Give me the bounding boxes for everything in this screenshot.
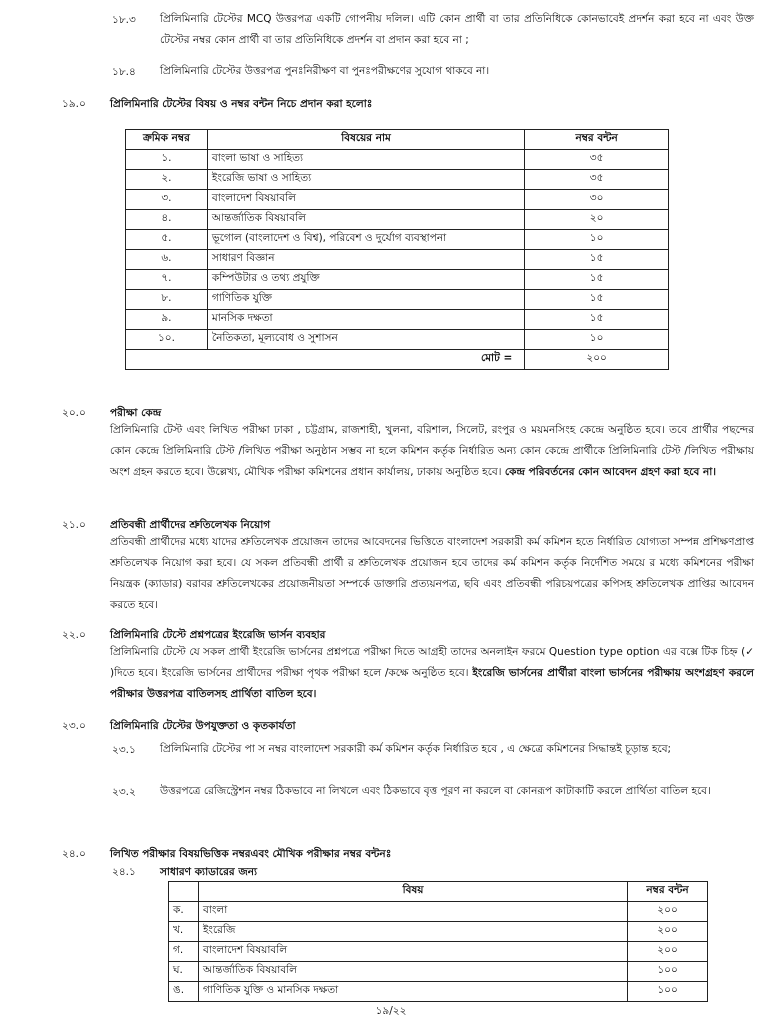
section-bold-note: ইংরেজি ভার্সনের প্রার্থীরা বাংলা ভার্সনের পরীক্ষায় অংশগ্রহণ করলে পরীক্ষার উত্তরপত্র বাতিলসহ প্রার্থিতা বাতিল হবে। [110,667,754,700]
item-number: ২৪.১ [112,866,136,878]
cell-marks: ২০০ [628,902,708,922]
cell-marks: ৩৫ [525,150,669,170]
table-row [126,210,669,230]
section-text: প্রতিবন্ধী প্রার্থীদের মধ্যে যাদের শ্রুতিলেখক প্রয়োজন তাদের আবেদনের ভিত্তিতে বাংলাদেশ সরকারী কর্ম কমিশন হতে নির্ধারিত যোগ্যতা সম্পন্ন প্রশিক্ষণপ্রাপ্ত শ্রুতিলেখক নিয়োগ করা হবে। যে সকল প্রতিবন্ধী প্রার্থী র শ্রুতিলেখক প্রয়োজন হবে তাদের কর্ম কমিশন কর্তৃক নির্দেশিত সময়ে র মধ্যে কমিশনের পরীক্ষা নিয়ন্ত্রক (ক্যাডার) বরাবর শ্রুতিলেখকের প্রয়োজনীয়তা সম্পর্কে ডাক্তারি প্রত্যয়নপত্র, ছবি এবং প্রতিবন্ধী পরিচয়পত্রের কপিসহ শ্রুতিলেখক প্রাপ্তির আবেদন করতে হবে। [110,536,754,611]
col-header-serial: ক্রমিক নম্বর [126,130,208,150]
written-marks-table [168,881,708,1002]
cell-subject: ইংরেজি [198,922,627,942]
section-heading: লিখিত পরীক্ষার বিষয়ভিত্তিক নম্বরএবং মৌখিক পরীক্ষার নম্বর বন্টনঃ [110,848,392,860]
section-heading: প্রিলিমিনারি টেস্টের উপযুক্ততা ও কৃতকার্যতা [110,720,296,732]
cell-serial: ৬. [126,250,208,270]
cell-subject: বাংলা [198,902,627,922]
cell-subject: মানসিক দক্ষতা [207,310,524,330]
item-text: উত্তরপত্রে রেজিস্ট্রেশন নম্বর ঠিকভাবে না লিখলে এবং ঠিকভাবে বৃত্ত পূরণ না করলে বা কোনরূপ কাটাকাটি করলে প্রার্থিতা বাতিল হবে। [160,785,711,797]
table-row [126,310,669,330]
table-row [169,962,708,982]
section-text [110,420,754,483]
sub-heading: সাধারণ ক্যাডারের জন্য [160,866,258,878]
col-header-marks: নম্বর বন্টন [628,882,708,902]
cell-marks: ১৫ [525,310,669,330]
table-row [126,150,669,170]
cell-serial: ৩. [126,190,208,210]
table-row [126,270,669,290]
table-row [126,250,669,270]
table-row [126,330,669,350]
section-body: প্রিলিমিনারি টেস্ট এবং লিখিত পরীক্ষা ঢাকা , চট্টগ্রাম, রাজশাহী, খুলনা, বরিশাল, সিলেট, রংপুর ও ময়মনসিংহ কেন্দ্রে অনুষ্ঠিত হবে। তবে প্রার্থীর পছন্দের কোন কেন্দ্রে প্রিলিমিনারি টেস্ট /লিখিত পরীক্ষা অনুষ্ঠান সম্ভব না হলে কমিশন কর্তৃক নির্ধারিত অন্য কোন কেন্দ্রে প্রার্থীকে প্রিলিমিনারি টেস্ট /লিখিত পরীক্ষায় অংশ গ্রহন করতে হবে। উল্লেখ্য, মৌখিক পরীক্ষা কমিশনের প্রধান কার্যালয়, ঢাকায় অনুষ্ঠিত হবে। [110,424,754,478]
cell-marks: ২০ [525,210,669,230]
cell-subject: আন্তর্জাতিক বিষয়াবলি [207,210,524,230]
cell-serial: ৪. [126,210,208,230]
section-number: ২৩.০ [62,720,86,732]
cell-marks: ২০০ [628,942,708,962]
cell-subject: ইংরেজি ভাষা ও সাহিত্য [207,170,524,190]
item-number: ১৮.৪ [112,66,136,78]
cell-serial: ৯. [126,310,208,330]
cell-marks: ১০০ [628,962,708,982]
table-row [126,190,669,210]
table-row [169,982,708,1002]
cell-subject: গাণিতিক যুক্তি ও মানসিক দক্ষতা [198,982,627,1002]
section-heading: পরীক্ষা কেন্দ্র [110,407,162,419]
cell-subject: গাণিতিক যুক্তি [207,290,524,310]
cell-marks: ২০০ [628,922,708,942]
cell-serial: খ. [169,922,199,942]
section-number: ২১.০ [62,519,86,531]
cell-subject: ভূগোল (বাংলাদেশ ও বিশ্ব), পরিবেশ ও দুর্যোগ ব্যবস্থাপনা [207,230,524,250]
cell-marks: ১৫ [525,270,669,290]
cell-subject: নৈতিকতা, মূল্যবোধ ও সুশাসন [207,330,524,350]
item-text: প্রিলিমিনারি টেস্টের MCQ উত্তরপত্র একটি গোপনীয় দলিল। এটি কোন প্রার্থী বা তার প্রতিনিধিকে কোনভাবেই প্রদর্শন করা হবে না এবং উক্ত টেস্টের নম্বর কোন প্রার্থী বা তার প্রতিনিধিকে প্রদর্শন বা প্রদান করা হবে না ; [160,13,754,46]
cell-marks: ৩০ [525,190,669,210]
cell-serial: গ. [169,942,199,962]
total-value: ২০০ [525,350,669,370]
section-number: ২৪.০ [62,848,86,860]
table-header-row [169,882,708,902]
col-header-subject: বিষয় [198,882,627,902]
col-header-marks: নম্বর বন্টন [525,130,669,150]
item-number: ২৩.২ [112,786,136,798]
table-row [169,942,708,962]
cell-subject: সাধারণ বিজ্ঞান [207,250,524,270]
item-number: ১৮.৩ [112,14,136,26]
cell-serial: ১০. [126,330,208,350]
section-number: ২০.০ [62,407,86,419]
table-header-row [126,130,669,150]
cell-subject: কম্পিউটার ও তথ্য প্রযুক্তি [207,270,524,290]
cell-subject: বাংলা ভাষা ও সাহিত্য [207,150,524,170]
section-heading: প্রতিবন্ধী প্রার্থীদের শ্রুতিলেখক নিয়োগ [110,519,271,531]
cell-marks: ১০০ [628,982,708,1002]
table-row [169,902,708,922]
cell-serial: ৭. [126,270,208,290]
section-bold-note: কেন্দ্র পরিবর্তনের কোন আবেদন গ্রহণ করা হবে না। [504,466,717,478]
total-label: মোট = [126,350,525,370]
cell-serial: ঙ. [169,982,199,1002]
col-header-serial [169,882,199,902]
cell-marks: ১০ [525,330,669,350]
cell-subject: বাংলাদেশ বিষয়াবলি [198,942,627,962]
table-total-row [126,350,669,370]
table-row [126,170,669,190]
cell-marks: ১৫ [525,250,669,270]
section-heading: প্রিলিমিনারি টেস্টের বিষয় ও নম্বর বন্টন নিচে প্রদান করা হলোঃ [110,98,373,110]
cell-serial: ৮. [126,290,208,310]
cell-marks: ৩৫ [525,170,669,190]
table-row [126,230,669,250]
table-row [169,922,708,942]
table-row [126,290,669,310]
item-number: ২৩.১ [112,744,136,756]
check-mark-icon: ✓ [745,646,754,658]
subject-marks-table [125,129,669,370]
cell-serial: ৫. [126,230,208,250]
section-number: ১৯.০ [62,98,86,110]
page-number: ১৯/২২ [375,1005,407,1017]
item-text: প্রিলিমিনারি টেস্টের উত্তরপত্র পুনঃনিরীক্ষণ বা পুনঃপরীক্ষণের সুযোগ থাকবে না। [160,65,490,77]
section-text [110,642,754,705]
cell-marks: ১৫ [525,290,669,310]
cell-serial: ২. [126,170,208,190]
section-body: প্রিলিমিনারি টেস্টে যে সকল প্রার্থী ইংরেজি ভার্সনের প্রশ্নপত্রে পরীক্ষা দিতে আগ্রহী তাদের অনলাইন ফরমে Question type option এর বক্সে টিক চিহ্ন ( [110,646,746,658]
cell-subject: আন্তর্জাতিক বিষয়াবলি [198,962,627,982]
cell-serial: ক. [169,902,199,922]
col-header-subject: বিষয়ের নাম [207,130,524,150]
item-text: প্রিলিমিনারি টেস্টের পা স নম্বর বাংলাদেশ সরকারী কর্ম কমিশন কর্তৃক নির্ধারিত হবে , এ ক্ষেত্রে কমিশনের সিদ্ধান্তই চূড়ান্ত হবে; [160,743,672,755]
section-number: ২২.০ [62,629,86,641]
cell-serial: ঘ. [169,962,199,982]
cell-subject: বাংলাদেশ বিষয়াবলি [207,190,524,210]
section-heading: প্রিলিমিনারি টেস্টে প্রশ্নপত্রের ইংরেজি ভার্সন ব্যবহার [110,629,326,641]
cell-serial: ১. [126,150,208,170]
section-body-cont: )দিতে হবে। ইংরেজি ভার্সনের প্রার্থীদের পরীক্ষা পৃথক পরীক্ষা হলে /কক্ষে অনুষ্ঠিত হবে। [110,667,469,679]
cell-marks: ১০ [525,230,669,250]
